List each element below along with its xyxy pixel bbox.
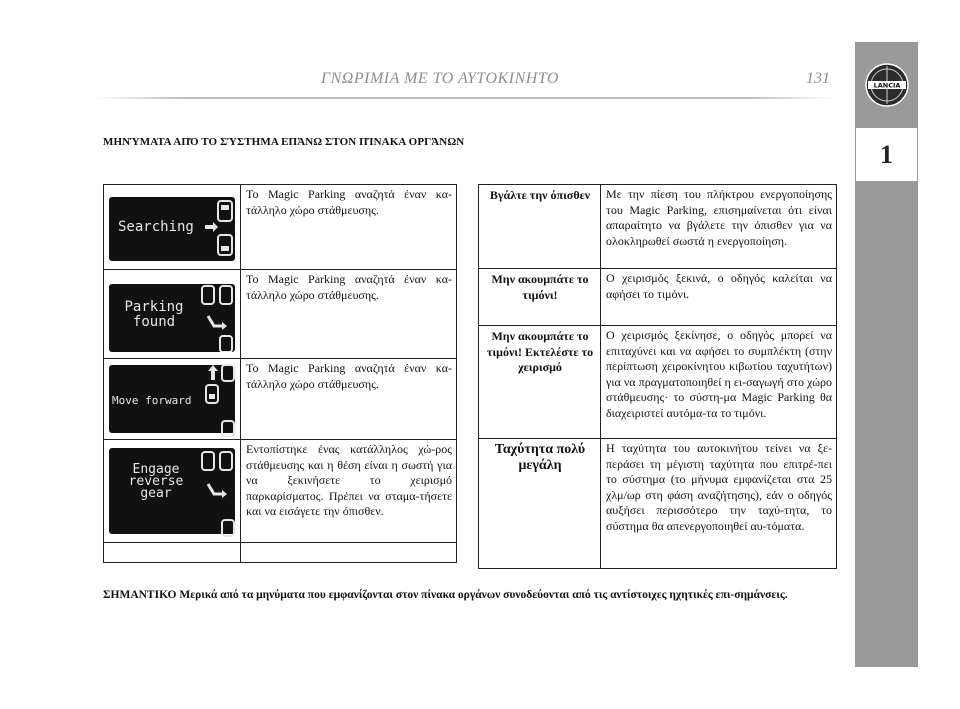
car-slot-icon — [206, 365, 234, 437]
message-description: Με την πίεση του πλήκτρου ενεργοποίησης του Magic Parking, επισημαίνεται ότι είναι απαραίτητο να βγάλετε την όπισθεν για να ολοκληρωθεί σωστά η ενεργοποίηση. — [601, 185, 837, 269]
lcd-image-cell — [104, 359, 241, 440]
chapter-number: 1 — [855, 127, 918, 182]
message-description: Ο χειρισμός ξεκίνησε, ο οδηγός μπορεί να επιταχύνει και να αφήσει το συμπλέκτη (στην περίπτωση χειροκίνητου κιβωτίου ταχυτήτων) για να πραγματοποιηθεί η ει-σαγωγή στο χώρο στάθμευσης· το σύστη-μα Magic Parking θα διαχειριστεί αυτόμα-τα το τιμόνι. — [601, 326, 837, 439]
message-description: Το Magic Parking αναζητά έναν κα-τάλληλο χώρο στάθμευσης. — [241, 270, 457, 359]
table-row — [104, 185, 457, 270]
table-row — [479, 185, 837, 269]
brand-logo — [855, 42, 918, 127]
important-note: ΣΗΜΑΝΤΙΚΟ Μερικά από τα μηνύματα που εμφανίζονται στον πίνακα οργάνων συνοδεύονται από τις αντίστοιχες ηχητικές επι-σημάνσεις. — [103, 589, 788, 601]
message-label: Μην ακουμπάτε το τιμόνι! Εκτελέστε το χειρισμό — [479, 326, 601, 439]
table-row — [104, 270, 457, 359]
message-description: Εντοπίστηκε ένας κατάλληλος χώ-ρος στάθμευσης και η θέση είναι η σωστή για να ξεκινήσετε το χειρισμό παρκαρίσματος. Πρέπει να σταμα-τήσετε και να εισάγετε την όπισθεν. — [241, 440, 457, 543]
lcd-display-parking-found — [104, 270, 240, 358]
message-label: Βγάλτε την όπισθεν — [479, 185, 601, 269]
empty-cell — [241, 543, 457, 563]
message-description: Το Magic Parking αναζητά έναν κα-τάλληλο χώρο στάθμευσης. — [241, 185, 457, 270]
table-row — [479, 439, 837, 569]
table-row — [479, 269, 837, 326]
table-row — [104, 440, 457, 543]
car-slot-icon — [222, 520, 234, 536]
message-description: Το Magic Parking αναζητά έναν κα-τάλληλο χώρο στάθμευσης. — [241, 359, 457, 440]
lcd-display-move-forward — [104, 359, 240, 439]
lcd-image-cell — [104, 270, 241, 359]
message-description: Η ταχύτητα του αυτοκινήτου τείνει να ξε-περάσει τη μέγιστη ταχύτητα που επιτρέ-πει το σύστημα (το μήνυμα εμφανίζεται στα 25 χλμ/ωρ στη φάση αναζήτησης), εάν ο οδηγός αυξήσει περισσότερο την ταχύ-τητα, το σύστημα θα απενεργοποιηθεί αυ-τόματα. — [601, 439, 837, 569]
lancia-logo-icon — [864, 62, 910, 108]
car-slot-icon — [202, 452, 232, 470]
lcd-image-cell — [104, 440, 241, 543]
car-slot-icon — [220, 336, 232, 352]
car-slot-icon — [202, 286, 232, 304]
message-label: Μην ακουμπάτε το τιμόνι! — [479, 269, 601, 326]
car-slot-icon — [218, 201, 232, 221]
table-row — [104, 359, 457, 440]
lcd-message: Move forward — [112, 394, 192, 407]
header-rule — [95, 97, 835, 99]
arrow-up-icon — [208, 365, 218, 380]
lcd-display-engage-reverse — [104, 440, 240, 542]
table-row — [104, 543, 457, 563]
message-label: Ταχύτητα πολύ μεγάλη — [479, 439, 601, 569]
lcd-message: Engage reverse gear — [128, 462, 184, 501]
section-title: ΜΗΝΎΜΑΤΑ ΑΠΌ ΤΟ ΣΎΣΤΗΜΑ ΕΠΆΝΩ ΣΤΟΝ ΠΊΝΑΚΑ ΟΡΓΆΝΩΝ — [103, 136, 465, 148]
warning-messages-table — [478, 184, 837, 569]
arrow-right-icon — [205, 222, 218, 232]
lcd-message: Searching — [118, 219, 194, 235]
lcd-display-searching — [104, 185, 240, 269]
table-row — [479, 326, 837, 439]
lcd-image-cell — [104, 185, 241, 270]
running-header-title: ΓΝΩΡΙΜΙΑ ΜΕ ΤΟ ΑΥΤΟΚΙΝΗΤΟ — [321, 70, 559, 87]
message-description: Ο χειρισμός ξεκινά, ο οδηγός καλείται να αφήσει το τιμόνι. — [601, 269, 837, 326]
page-number: 131 — [806, 70, 830, 87]
logo-text: LANCIA — [873, 81, 900, 89]
lcd-message: Parking found — [124, 299, 184, 330]
steer-arrow-icon — [208, 484, 227, 498]
display-messages-table — [103, 184, 457, 563]
car-slot-icon — [218, 235, 232, 255]
steer-arrow-icon — [208, 316, 227, 330]
empty-cell — [104, 543, 241, 563]
